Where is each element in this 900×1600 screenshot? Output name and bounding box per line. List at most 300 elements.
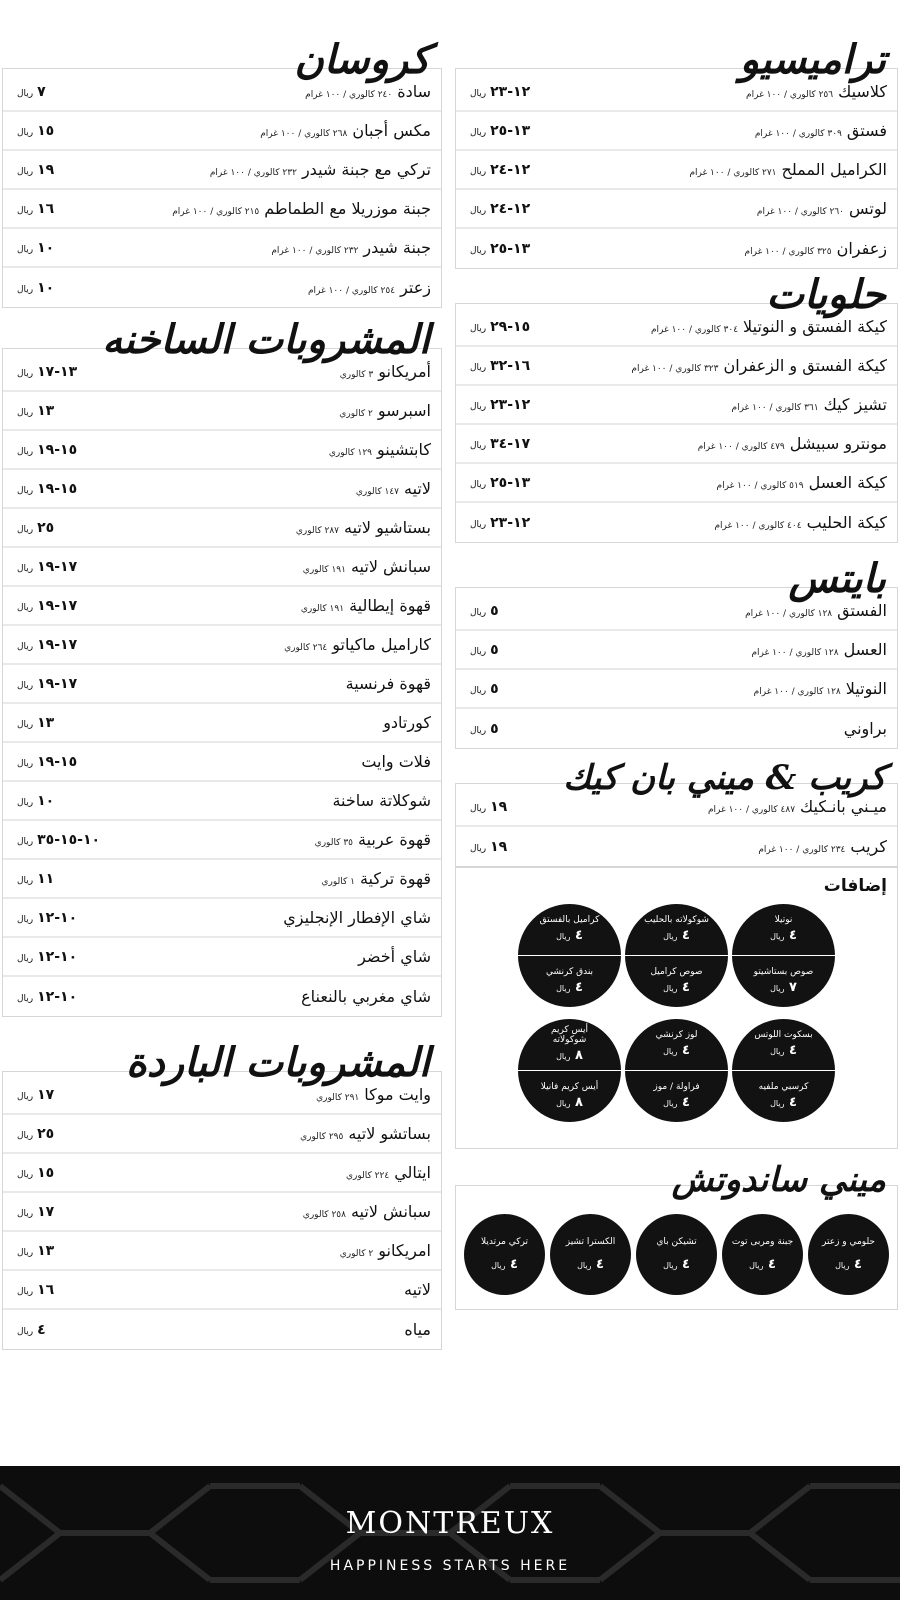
item-name: براوني: [843, 719, 887, 738]
addon-item: [625, 955, 728, 1007]
menu-item-row: [3, 229, 441, 268]
item-price-group: [17, 481, 77, 497]
addon-price-group: [556, 928, 583, 943]
item-calories: ٢ كالوري: [339, 409, 373, 419]
item-price-group: [17, 1282, 54, 1298]
item-calories: ٢٦٨ كالوري / ١٠٠ غرام: [260, 129, 348, 139]
addon-price: ٤: [788, 1094, 797, 1110]
item-price: ١٧-١٩: [37, 558, 78, 575]
currency: ريال: [770, 931, 785, 941]
sweets-section: [455, 271, 898, 543]
menu-item-row: [456, 347, 897, 386]
item-calories: ٢٥٤ كالوري / ١٠٠ غرام: [307, 286, 396, 296]
item-name: سبانش لاتيه: [350, 557, 431, 576]
item-price: ١٧-١٩: [37, 636, 78, 653]
item-name: مياه: [404, 1320, 431, 1339]
item-calories: ٣٦١ كالوري / ١٠٠ غرام: [731, 403, 819, 413]
item-price: ١٦-٣٢: [490, 357, 531, 374]
item-name-group: [356, 752, 431, 771]
addon-price-group: [770, 1095, 797, 1110]
item-calories: ٢٦٤ كالوري: [284, 643, 328, 653]
item-calories: ٢٥٦ كالوري / ١٠٠ غرام: [746, 90, 834, 100]
currency: ريال: [663, 1098, 678, 1108]
item-price: ١٢-٢٣: [490, 83, 531, 100]
item-name-group: [751, 640, 887, 659]
currency: ريال: [470, 607, 487, 618]
item-price: ٤: [37, 1321, 46, 1338]
item-price: ١٥-١٩: [37, 441, 78, 458]
addon-name: فراولة / موز: [653, 1082, 700, 1093]
item-calories: ٤٨٧ كالوري / ١٠٠ غرام: [707, 805, 796, 815]
addon-price-group: [556, 1095, 583, 1110]
menu-item-row: [3, 509, 441, 548]
currency: ريال: [577, 1261, 592, 1270]
addon-circle: [625, 904, 728, 1007]
item-name: أمريكانو: [378, 362, 431, 381]
item-calories: ٢٨٧ كالوري: [295, 526, 339, 536]
item-price: ٥: [490, 720, 499, 737]
menu-item-row: [456, 112, 897, 151]
sandwich-price-group: [835, 1257, 862, 1272]
sandwich-row: [462, 1214, 891, 1295]
item-price-group: [17, 832, 100, 848]
addon-price: ٤: [574, 979, 583, 995]
item-calories: ٤٧٩ كالوري / ١٠٠ غرام: [697, 442, 785, 452]
sandwich-price: ٤: [595, 1257, 604, 1272]
item-price: ١٠-١٥-٣٥: [37, 831, 101, 848]
addon-name: شوكولاته بالحليب: [644, 915, 709, 926]
menu-item-row: [3, 977, 441, 1016]
sandwich-circle: [550, 1214, 631, 1295]
addon-circle: [518, 904, 621, 1007]
item-price: ٥: [490, 680, 499, 697]
item-name: قهوة فرنسية: [345, 674, 431, 693]
currency: ريال: [663, 1046, 678, 1056]
item-price: ١٣-٢٥: [490, 474, 531, 491]
currency: ريال: [17, 1326, 34, 1337]
addon-item: [518, 1019, 621, 1070]
left-column: [2, 36, 442, 1350]
item-calories: ٥١٩ كالوري / ١٠٠ غرام: [716, 481, 804, 491]
item-name: فلات وايت: [361, 752, 431, 771]
addon-price: ٤: [574, 927, 583, 943]
item-name-group: [305, 82, 431, 101]
menu-item-row: [3, 190, 441, 229]
item-calories: ٢٦٠ كالوري / ١٠٠ غرام: [756, 207, 844, 217]
item-name-group: [321, 869, 431, 888]
hot-drinks-section: [2, 316, 442, 1017]
sandwich-price-group: [577, 1257, 604, 1272]
addon-price-group: [770, 1043, 797, 1058]
item-price-group: [470, 358, 530, 374]
item-name: النوتيلا: [845, 679, 887, 698]
currency: ريال: [17, 797, 34, 808]
item-price-group: [17, 676, 77, 692]
item-name-group: [301, 596, 431, 615]
item-price: ١٧: [37, 1203, 55, 1220]
menu-item-row: [3, 112, 441, 151]
addon-price-group: [556, 1048, 583, 1063]
item-name-group: [260, 121, 431, 140]
item-price: ٥: [490, 641, 499, 658]
menu-item-row: [3, 587, 441, 626]
currency: ريال: [770, 1098, 785, 1108]
sandwich-price: ٤: [853, 1257, 862, 1272]
menu-item-row: [456, 464, 897, 503]
addon-item: [732, 1019, 835, 1070]
menu-item-row: [3, 548, 441, 587]
section-title: كريب & ميني بان كيك: [563, 758, 886, 798]
item-price: ٧: [37, 83, 46, 100]
item-calories: ٣ كالوري: [339, 370, 374, 380]
currency: ريال: [470, 479, 487, 490]
menu-item-row: [456, 229, 897, 268]
menu-item-row: [3, 1271, 441, 1310]
currency: ريال: [17, 524, 34, 535]
sandwich-price: ٤: [767, 1257, 776, 1272]
item-name: شاي الإفطار الإنجليزي: [283, 908, 431, 927]
addon-item: [625, 904, 728, 955]
item-name: مونترو سبيشل: [789, 434, 887, 453]
item-name: تركي مع جبنة شيدر: [301, 160, 431, 179]
item-name-group: [399, 1320, 431, 1339]
item-name: قهوة تركية: [359, 869, 431, 888]
item-price: ٢٥: [37, 1125, 55, 1142]
item-price: ١٧-١٩: [37, 597, 78, 614]
currency: ريال: [470, 205, 487, 216]
item-name-group: [714, 513, 887, 532]
item-price-group: [17, 754, 77, 770]
sandwich-circle: [722, 1214, 803, 1295]
addon-price-group: [663, 1095, 690, 1110]
item-name: سادة: [397, 82, 431, 101]
sandwich-name: جبنة ومربى توت: [731, 1237, 794, 1247]
item-price: ١٥-١٩: [37, 753, 78, 770]
sandwich-price: ٤: [681, 1257, 690, 1272]
item-price-group: [17, 871, 54, 887]
currency: ريال: [17, 1130, 34, 1141]
item-name: كابتشينو: [377, 440, 431, 459]
currency: ريال: [663, 1261, 678, 1270]
item-name-group: [755, 121, 887, 140]
item-price-group: [470, 241, 530, 257]
sweets-list: [455, 303, 898, 543]
item-calories: ٢٣٤ كالوري / ١٠٠ غرام: [758, 845, 846, 855]
sandwich-name: الكسترا تشيز: [565, 1237, 616, 1247]
cold-drinks-section: [2, 1039, 442, 1350]
addon-name: نوتيلا: [774, 915, 793, 926]
item-calories: ١٢٩ كالوري: [328, 448, 373, 458]
item-calories: ٣٥ كالوري: [314, 838, 353, 848]
currency: ريال: [17, 680, 34, 691]
bites-list: [455, 587, 898, 749]
item-price: ١٢-٢٣: [490, 396, 531, 413]
currency: ريال: [556, 1098, 571, 1108]
item-price: ١٣: [37, 1242, 55, 1259]
item-price: ١٩: [37, 161, 55, 178]
addon-item: [732, 955, 835, 1007]
addon-price-group: [663, 980, 690, 995]
item-price: ١٩: [490, 838, 508, 855]
item-price-group: [17, 280, 54, 296]
item-price: ١٠-١٢: [37, 948, 78, 965]
item-name-group: [303, 557, 431, 576]
addon-price: ٧: [788, 979, 797, 995]
addon-circle: [625, 1019, 728, 1122]
item-calories: ١٢٨ كالوري / ١٠٠ غرام: [745, 609, 833, 619]
menu-item-row: [3, 268, 441, 307]
item-name-group: [340, 1241, 431, 1260]
addon-name: صوص بستاشيتو: [753, 967, 814, 978]
item-name: بساتشو لاتيه: [348, 1124, 431, 1143]
item-name: اسبرسو: [377, 401, 431, 420]
item-price: ١٥: [37, 122, 55, 139]
item-price-group: [17, 162, 54, 178]
item-name: زعتر: [400, 278, 431, 297]
currency: ريال: [556, 931, 571, 941]
item-price-group: [17, 201, 54, 217]
item-price: ١٠: [37, 792, 55, 809]
item-price-group: [470, 839, 507, 855]
item-name: لاتيه: [404, 1280, 431, 1299]
item-name-group: [651, 317, 887, 336]
sandwich-name: حلومي و زعتر: [822, 1237, 875, 1247]
item-calories: ٢٣٢ كالوري / ١٠٠ غرام: [271, 246, 359, 256]
currency: ريال: [17, 914, 34, 925]
menu-item-row: [3, 1115, 441, 1154]
item-name: شاي أخضر: [358, 947, 431, 966]
currency: ريال: [17, 166, 34, 177]
menu-item-row: [3, 860, 441, 899]
item-name: زعفران: [836, 239, 887, 258]
item-name-group: [717, 473, 887, 492]
currency: ريال: [17, 244, 34, 255]
item-price-group: [470, 162, 530, 178]
item-price: ١٢-٢٤: [490, 200, 531, 217]
item-name: شاي مغربي بالنعناع: [301, 987, 431, 1006]
currency: ريال: [17, 993, 34, 1004]
item-price-group: [17, 949, 77, 965]
item-price-group: [470, 123, 530, 139]
section-title: المشروبات الساخنه: [102, 316, 430, 363]
item-name-group: [754, 679, 887, 698]
menu-item-row: [456, 827, 897, 866]
item-price-group: [17, 123, 54, 139]
item-name: لوتس: [849, 199, 887, 218]
right-column: [455, 36, 898, 1310]
hot-drinks-list: [2, 348, 442, 1017]
item-price: ١٠: [37, 279, 55, 296]
menu-item-row: [3, 782, 441, 821]
menu-item-row: [456, 670, 897, 709]
currency: ريال: [17, 719, 34, 730]
currency: ريال: [491, 1261, 506, 1270]
currency: ريال: [17, 284, 34, 295]
item-name: تشيز كيك: [823, 395, 887, 414]
item-price-group: [17, 598, 77, 614]
addon-item: [625, 1019, 728, 1070]
item-name-group: [698, 434, 887, 453]
currency: ريال: [556, 1051, 571, 1061]
addons-row-2: [466, 1019, 887, 1122]
item-calories: ١ كالوري: [321, 877, 355, 887]
brand-tagline: HAPPINESS STARTS HERE: [329, 1558, 571, 1574]
addon-price: ٤: [681, 927, 690, 943]
item-name: الكراميل المملح: [781, 160, 887, 179]
sandwich-name: تشيكن باي: [656, 1237, 697, 1247]
item-name-group: [278, 908, 431, 927]
addon-circle: [518, 1019, 621, 1122]
currency: ريال: [17, 875, 34, 886]
item-calories: ١٤٧ كالوري: [355, 487, 400, 497]
menu-item-row: [456, 425, 897, 464]
item-price-group: [470, 319, 530, 335]
currency: ريال: [470, 685, 487, 696]
currency: ريال: [17, 602, 34, 613]
item-name: بستاشيو لاتيه: [344, 518, 431, 537]
item-price-group: [17, 1087, 54, 1103]
menu-item-row: [3, 899, 441, 938]
item-price: ١٦: [37, 1281, 55, 1298]
tiramisu-list: [455, 68, 898, 269]
item-price-group: [17, 403, 54, 419]
item-price-group: [17, 715, 54, 731]
menu-item-row: [3, 1232, 441, 1271]
item-name: كلاسيك: [838, 82, 887, 101]
item-price: ٢٥: [37, 519, 55, 536]
item-name-group: [839, 719, 887, 738]
section-title: كروسان: [294, 36, 430, 83]
currency: ريال: [470, 323, 487, 334]
item-name: كيكة الفستق و الزعفران: [723, 356, 887, 375]
item-name: العسل: [843, 640, 887, 659]
item-calories: ٣٢٣ كالوري / ١٠٠ غرام: [631, 364, 719, 374]
currency: ريال: [663, 983, 678, 993]
addon-name: لوز كرنشي: [655, 1030, 698, 1041]
item-calories: ٣٠٩ كالوري / ١٠٠ غرام: [754, 129, 842, 139]
currency: ريال: [470, 362, 487, 373]
item-price: ١٣-٢٥: [490, 122, 531, 139]
currency: ريال: [17, 1286, 34, 1297]
currency: ريال: [17, 1208, 34, 1219]
currency: ريال: [470, 440, 487, 451]
item-price: ١٠-١٢: [37, 909, 78, 926]
currency: ريال: [556, 983, 571, 993]
item-name: سبانش لاتيه: [350, 1202, 431, 1221]
item-name-group: [172, 199, 431, 218]
section-title: بايتس: [788, 555, 886, 602]
cold-drinks-list: [2, 1071, 442, 1350]
item-price: ١٧-٣٤: [490, 435, 531, 452]
item-price-group: [17, 442, 77, 458]
addons-section: [455, 867, 898, 1149]
currency: ريال: [17, 127, 34, 138]
addon-name: كرسبي ملفيه: [758, 1082, 809, 1093]
currency: ريال: [17, 205, 34, 216]
sandwich-price: ٤: [509, 1257, 518, 1272]
item-price-group: [470, 201, 530, 217]
item-price-group: [17, 989, 77, 1005]
croissant-section: [2, 36, 442, 308]
item-name: كيكة الفستق و النوتيلا: [743, 317, 887, 336]
item-price-group: [17, 559, 77, 575]
item-name: قهوة إيطالية: [349, 596, 431, 615]
item-calories: ٢٩١ كالوري: [316, 1093, 360, 1103]
item-name-group: [296, 518, 431, 537]
menu-item-row: [456, 190, 897, 229]
addon-price: ٤: [681, 979, 690, 995]
menu-item-row: [3, 392, 441, 431]
item-price: ١٥: [37, 1164, 55, 1181]
item-name-group: [689, 160, 887, 179]
item-price-group: [17, 1165, 54, 1181]
currency: ريال: [749, 1261, 764, 1270]
currency: ريال: [17, 1169, 34, 1180]
item-price-group: [17, 637, 77, 653]
item-calories: ٢٩٥ كالوري: [300, 1132, 344, 1142]
item-price: ١١: [37, 870, 55, 887]
item-name: مكس أجبان: [352, 121, 431, 140]
sandwich-circle: [464, 1214, 545, 1295]
menu-item-row: [3, 470, 441, 509]
item-price: ١٧: [37, 1086, 55, 1103]
item-price-group: [17, 520, 54, 536]
addon-price: ٨: [574, 1094, 583, 1110]
item-price-group: [17, 1204, 54, 1220]
addon-price: ٨: [574, 1047, 583, 1063]
addon-price: ٤: [788, 1042, 797, 1058]
addon-price-group: [556, 980, 583, 995]
item-name-group: [399, 1280, 431, 1299]
item-name: شوكلاتة ساخنة: [332, 791, 431, 810]
item-name-group: [631, 356, 887, 375]
item-price: ١٠: [37, 239, 55, 256]
menu-item-row: [3, 151, 441, 190]
item-name-group: [329, 440, 431, 459]
menu-item-row: [3, 626, 441, 665]
addon-item: [518, 955, 621, 1007]
item-price-group: [17, 84, 46, 100]
menu-item-row: [456, 151, 897, 190]
currency: ريال: [17, 758, 34, 769]
item-name: كيكة العسل: [808, 473, 887, 492]
section-title: ميني ساندوتش: [671, 1160, 886, 1200]
item-name-group: [315, 830, 431, 849]
addon-price: ٤: [681, 1042, 690, 1058]
menu-item-row: [3, 704, 441, 743]
addon-item: [518, 1070, 621, 1122]
menu-item-row: [3, 665, 441, 704]
item-name-group: [296, 987, 431, 1006]
menu-item-row: [3, 938, 441, 977]
addon-item: [625, 1070, 728, 1122]
item-price: ١٣-١٧: [37, 363, 78, 380]
item-name: قهوة عربية: [358, 830, 431, 849]
item-price-group: [17, 1322, 46, 1338]
currency: ريال: [17, 1091, 34, 1102]
tiramisu-section: [455, 36, 898, 269]
sandwich-circle: [808, 1214, 889, 1295]
currency: ريال: [470, 843, 487, 854]
menu-item-row: [3, 743, 441, 782]
addon-price: ٤: [788, 927, 797, 943]
item-name-group: [341, 674, 431, 693]
item-name: ايتالي: [394, 1163, 431, 1182]
addon-price-group: [663, 928, 690, 943]
currency: ريال: [663, 931, 678, 941]
item-price: ٥: [490, 602, 499, 619]
item-name-group: [308, 278, 431, 297]
